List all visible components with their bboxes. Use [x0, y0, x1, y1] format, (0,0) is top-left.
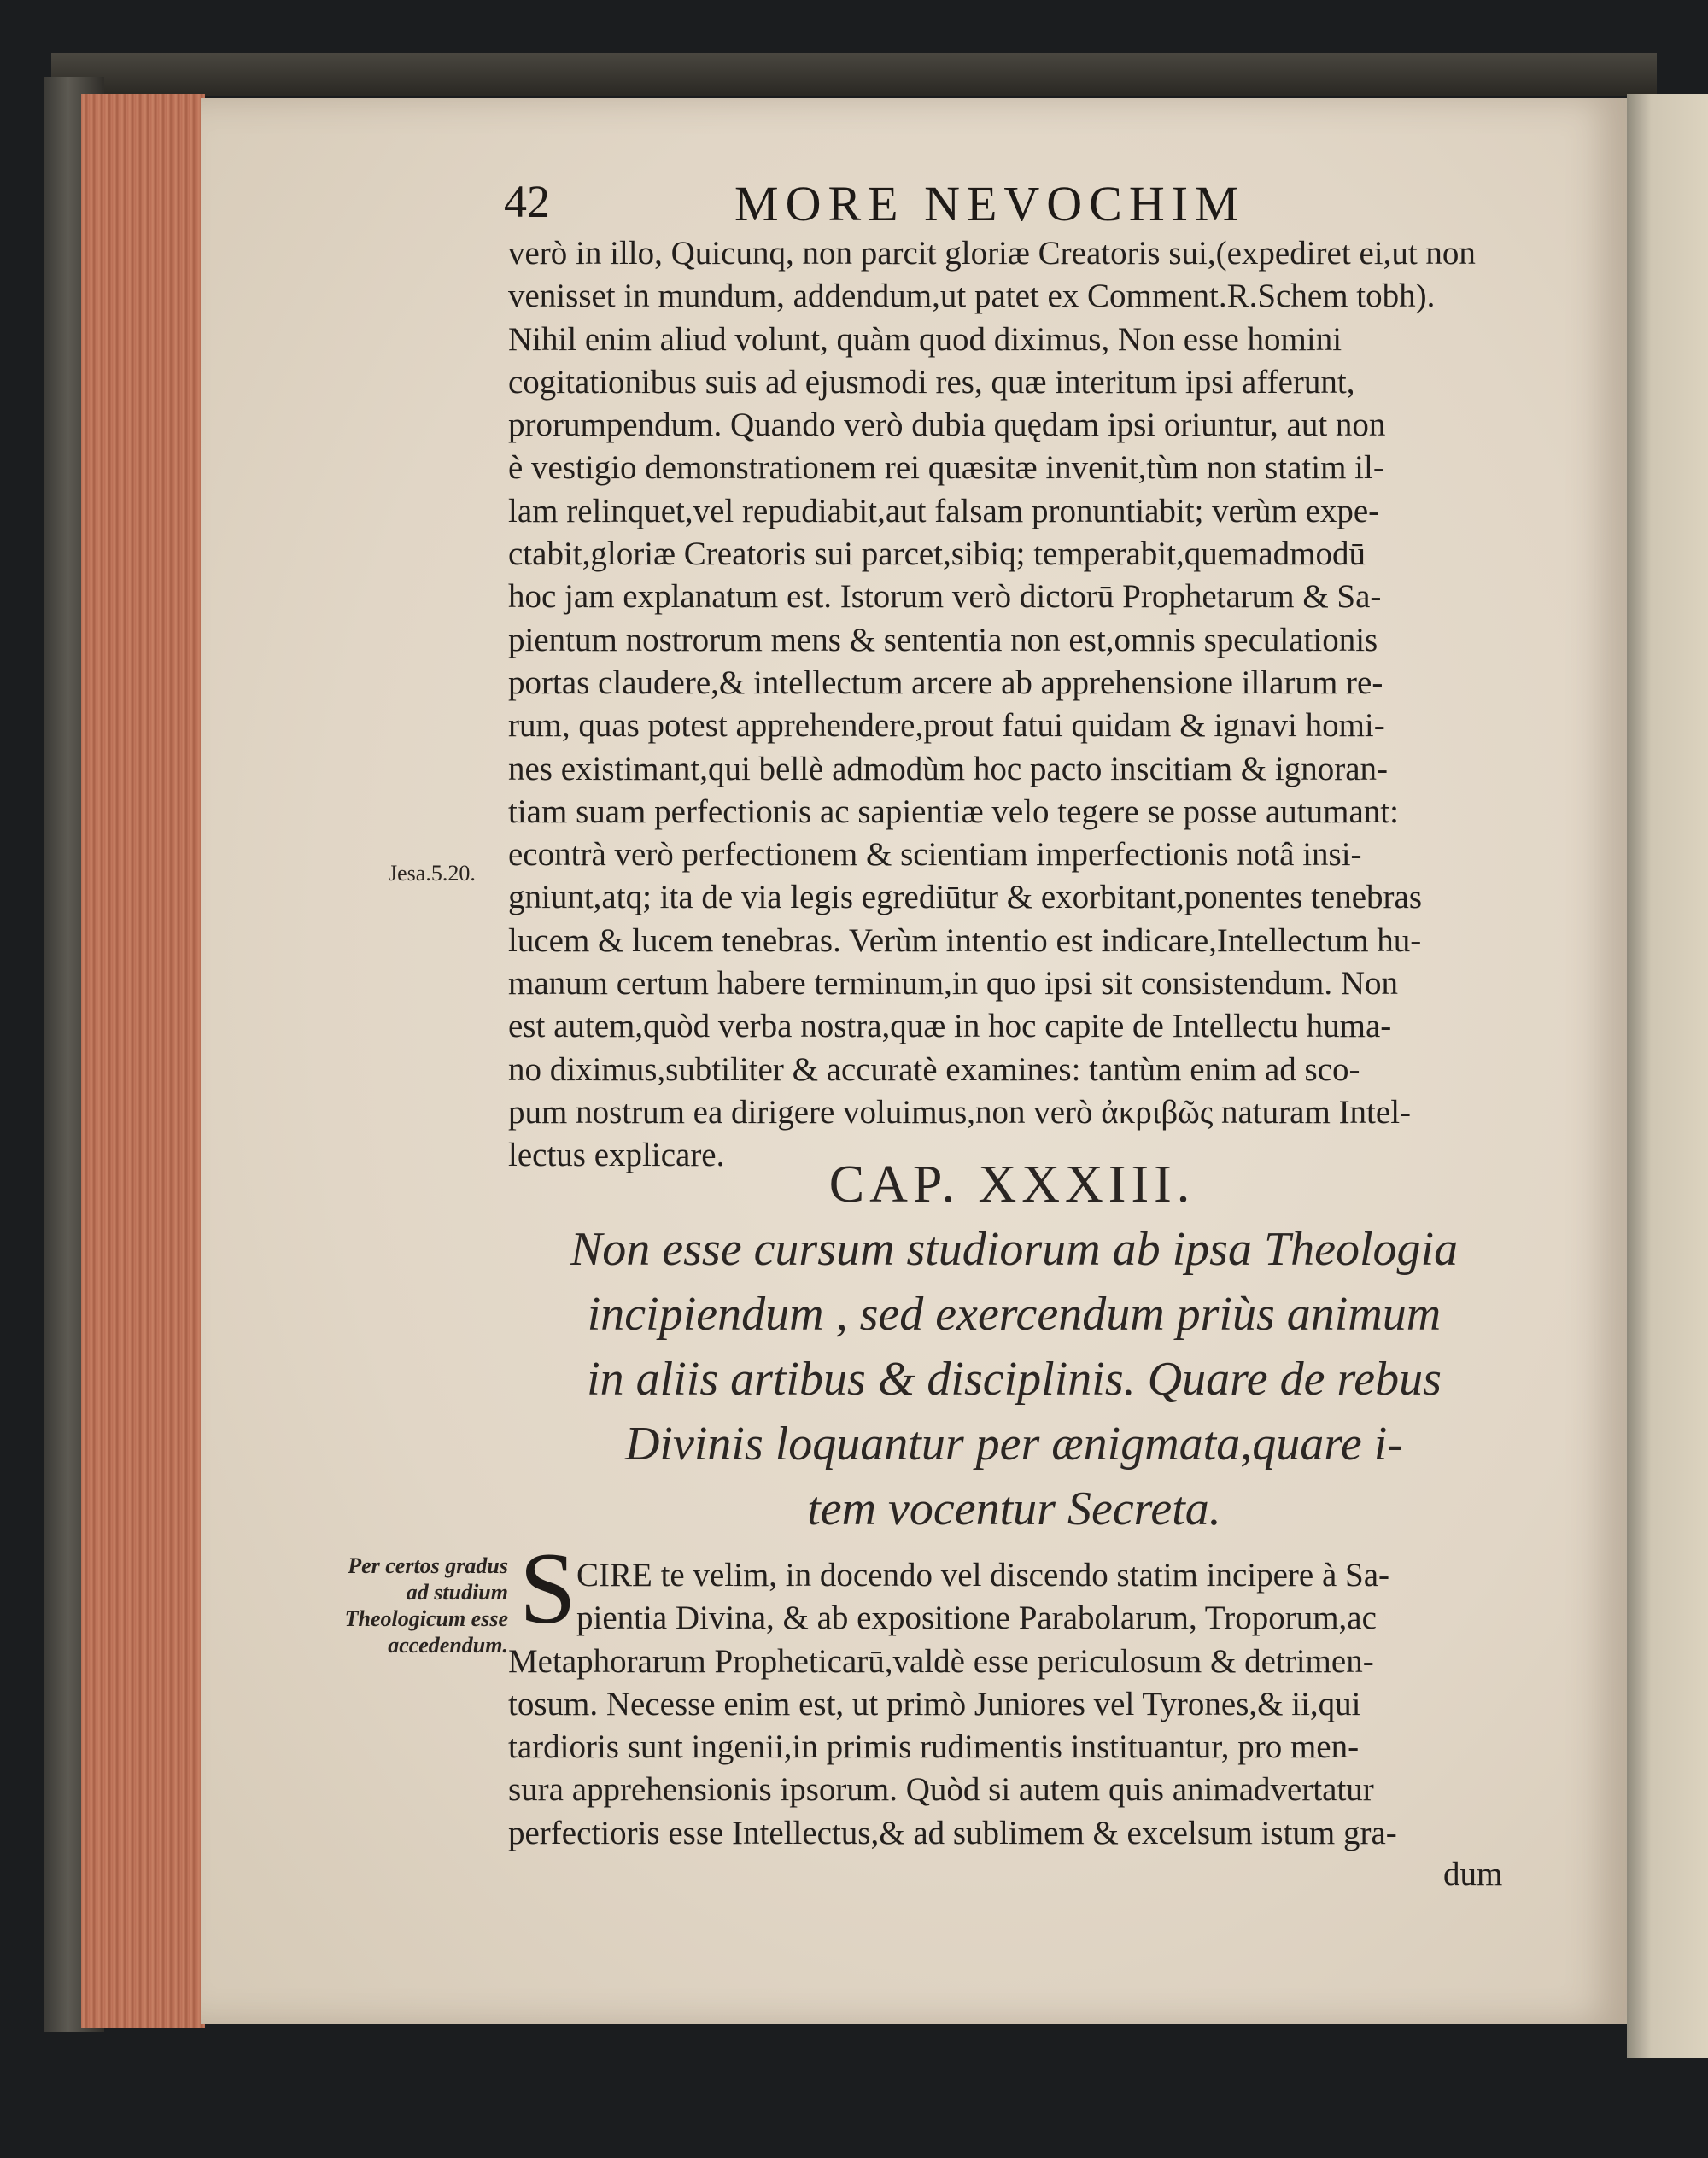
text-line: ctabit,gloriæ Creatoris sui parcet,sibiq; temperabit,quemadmodū: [508, 535, 1366, 573]
chapter-title-line: Non esse cursum studiorum ab ipsa Theologia: [570, 1223, 1459, 1276]
text-line: sura apprehensionis ipsorum. Quòd si autem quis animadvertatur: [508, 1771, 1374, 1809]
text-line: pientum nostrorum mens & sententia non est,omnis speculationis: [508, 621, 1378, 658]
text-line: pum nostrum ea dirigere voluimus,non verò ἀκριβῶς naturam Intel-: [508, 1093, 1412, 1131]
text-line: pientia Divina, & ab expositione Parabolarum, Troporum,ac: [576, 1599, 1377, 1637]
text-line: è vestigio demonstrationem rei quæsitæ invenit,tùm non statim il-: [508, 449, 1384, 487]
text-line: venisset in mundum, addendum,ut patet ex Comment.R.Schem tobh).: [508, 278, 1436, 315]
text-line: hoc jam explanatum est. Istorum verò dictorū Prophetarum & Sa-: [508, 578, 1382, 616]
text-line: prorumpendum. Quando verò dubia quędam ipsi oriuntur, aut non: [508, 406, 1386, 444]
section-text-block: [508, 1554, 1516, 1855]
text-line: tosum. Necesse enim est, ut primò Juniores vel Tyrones,& ii,qui: [508, 1685, 1361, 1722]
drop-cap: S: [519, 1531, 576, 1645]
text-line: cogitationibus suis ad ejusmodi res, quæ interitum ipsi afferunt,: [508, 363, 1355, 401]
main-text-block: [508, 232, 1516, 1178]
text-line: rum, quas potest apprehendere,prout fatui quidam & ignavi homi-: [508, 707, 1385, 745]
page-number: 42: [504, 176, 550, 227]
text-line: nes existimant,qui bellè admodùm hoc pacto inscitiam & ignoran-: [508, 750, 1389, 787]
page-header: [504, 175, 1358, 235]
text-line: CIRE te velim, in docendo vel discendo statim incipere à Sa-: [576, 1557, 1389, 1594]
chapter-title-line: tem vocentur Secreta.: [807, 1483, 1221, 1535]
margin-note-isaiah: Jesa.5.20.: [389, 861, 476, 886]
text-line: lectus explicare.: [508, 1137, 725, 1174]
text-line: lam relinquet,vel repudiabit,aut falsam pronuntiabit; verùm expe-: [508, 492, 1380, 529]
text-line: perfectioris esse Intellectus,& ad sublimem & excelsum istum gra-: [508, 1814, 1397, 1851]
chapter-title-line: in aliis artibus & disciplinis. Quare de rebus: [587, 1353, 1442, 1406]
text-line: gniunt,atq; ita de via legis egrediūtur & exorbitant,ponentes tenebras: [508, 879, 1423, 916]
margin-note-per-certos: Per certos gradus ad studium Theologicum esse accedendum.: [344, 1553, 508, 1658]
text-line: tiam suam perfectionis ac sapientiæ velo tegere se posse autumant:: [508, 792, 1399, 830]
text-line: Nihil enim aliud volunt, quàm quod diximus, Non esse homini: [508, 320, 1342, 358]
text-line: portas claudere,& intellectum arcere ab apprehensione illarum re-: [508, 664, 1383, 701]
catchword: dum: [1443, 1856, 1503, 1892]
facing-page-edge: [1627, 94, 1708, 2058]
chapter-title-line: Divinis loquantur per ænigmata,quare i-: [624, 1418, 1403, 1471]
chapter-heading: CAP. XXXIII.: [828, 1155, 1196, 1214]
chapter-title-line: incipiendum , sed exercendum priùs animum: [587, 1288, 1442, 1341]
text-line: econtrà verò perfectionem & scientiam imperfectionis notâ insi-: [508, 836, 1362, 874]
text-line: tardioris sunt ingenii,in primis rudimentis instituantur, pro men-: [508, 1728, 1360, 1766]
text-line: no diximus,subtiliter & accuratè examines: tantùm enim ad sco-: [508, 1050, 1360, 1088]
book-cover-top: [51, 53, 1657, 96]
running-title: MORE NEVOCHIM: [734, 176, 1246, 231]
text-line: Metaphorarum Propheticarū,valdè esse periculosum & detrimen-: [508, 1642, 1374, 1680]
page-block-edge: [81, 94, 205, 2028]
text-line: lucem & lucem tenebras. Verùm intentio est indicare,Intellectum hu-: [508, 921, 1422, 959]
chapter-title: [512, 1217, 1516, 1541]
text-line: manum certum habere terminum,in quo ipsi sit consistendum. Non: [508, 965, 1398, 1003]
text-line: est autem,quòd verba nostra,quæ in hoc capite de Intellectu huma-: [508, 1008, 1392, 1045]
text-line: verò in illo, Quicunq, non parcit gloriæ Creatoris sui,(expediret ei,ut non: [508, 235, 1476, 272]
